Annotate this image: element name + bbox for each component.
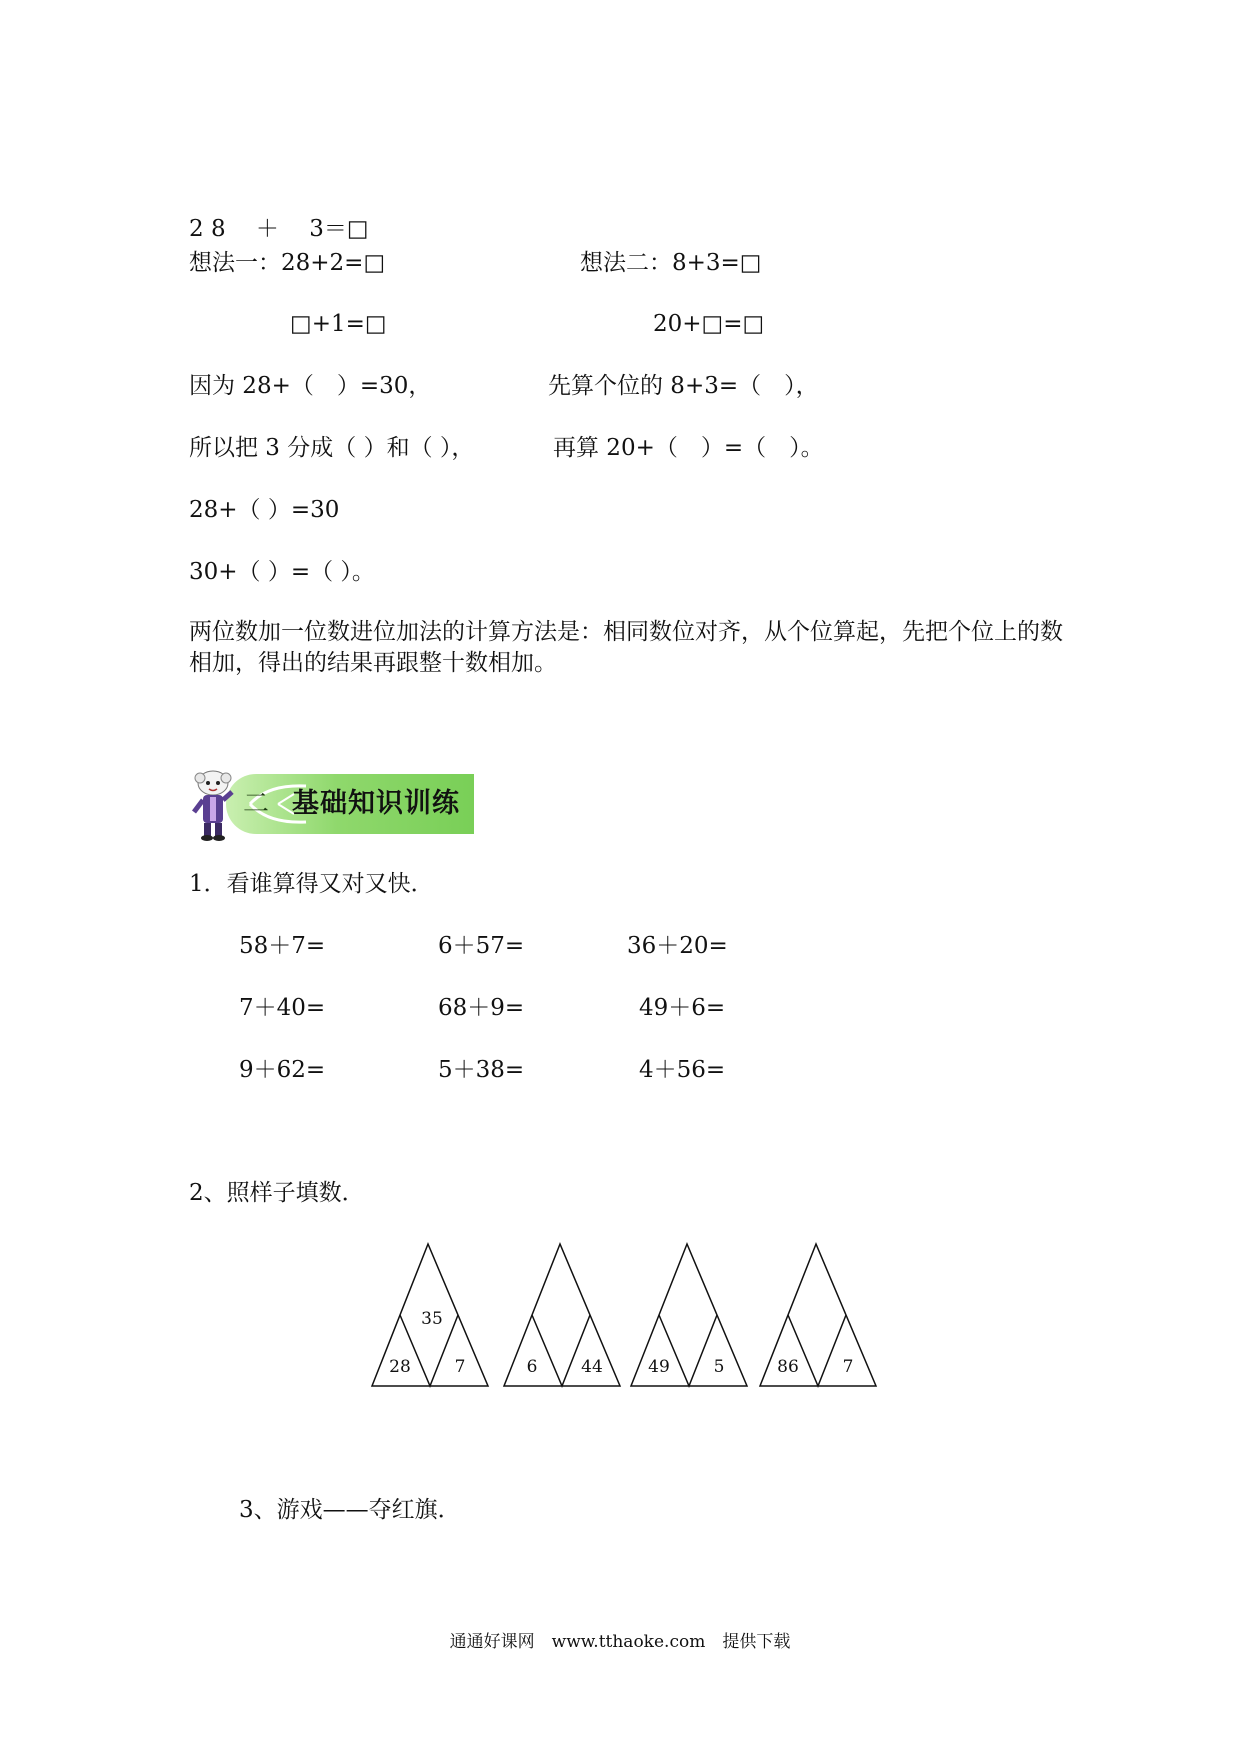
triangle-left-value: 86 [777,1357,799,1377]
q1-cell: 6＋57= [438,933,525,959]
triangle-puzzle-3 [631,1244,747,1386]
q1-title: 1．看谁算得又对又快． [189,871,434,897]
triangle-right-value: 5 [713,1357,725,1377]
method2-step2: 再算 20+（ ）=（ ）。 [553,435,824,461]
triangle-puzzles [368,1238,880,1388]
q1-cell: 9＋62= [239,1057,326,1083]
q1-cell: 4＋56= [639,1057,726,1083]
summary-paragraph: 两位数加一位数进位加法的计算方法是：相同数位对齐，从个位算起，先把个位上的数相加，得出的结果再跟整十数相加。 [189,619,1063,676]
section-number: 二 [242,789,269,819]
triangle-puzzle-2 [504,1244,620,1386]
triangle-right-value: 44 [581,1357,603,1377]
problem-heading: 2 8 ＋ 3＝□ [189,216,369,242]
triangle-puzzle-4 [760,1244,876,1386]
sheep-mascot-icon [186,768,240,842]
triangle-right-value: 7 [842,1357,854,1377]
q2-title: 2、照样子填数． [189,1180,365,1206]
method1-line2: □+1=□ [290,311,387,337]
page-footer: 通通好课网 www.tthaoke.com 提供下载 [449,1632,791,1652]
triangle-top-value: 35 [421,1309,443,1329]
q1-cell: 58＋7= [239,933,326,959]
q3-title: 3、游戏——夺红旗． [239,1497,461,1523]
section-title: 基础知识训练 [292,788,460,819]
method1-step2: 30+（ ）=（ ）。 [189,559,375,585]
triangle-right-value: 7 [454,1357,466,1377]
q1-cell: 5＋38= [438,1057,525,1083]
method2-line1: 想法二：8+3=□ [580,250,762,276]
q1-cell: 36＋20= [627,933,728,959]
method1-split: 所以把 3 分成（ ）和（ ）， [189,435,475,461]
q1-cell: 49＋6= [639,995,726,1021]
method2-step1: 先算个位的 8+3=（ ）， [548,373,819,399]
method1-step1: 28+（ ）=30 [189,497,340,523]
method2-line2: 20+□=□ [653,311,765,337]
method1-line1: 想法一：28+2=□ [189,250,386,276]
section-banner [186,768,486,842]
q1-cell: 7＋40= [239,995,326,1021]
triangle-left-value: 28 [389,1357,411,1377]
triangle-left-value: 6 [526,1357,538,1377]
triangle-puzzle-1 [372,1244,488,1386]
triangle-left-value: 49 [648,1357,670,1377]
q1-cell: 68＋9= [438,995,525,1021]
method1-reason: 因为 28+（ ）=30， [189,373,432,399]
